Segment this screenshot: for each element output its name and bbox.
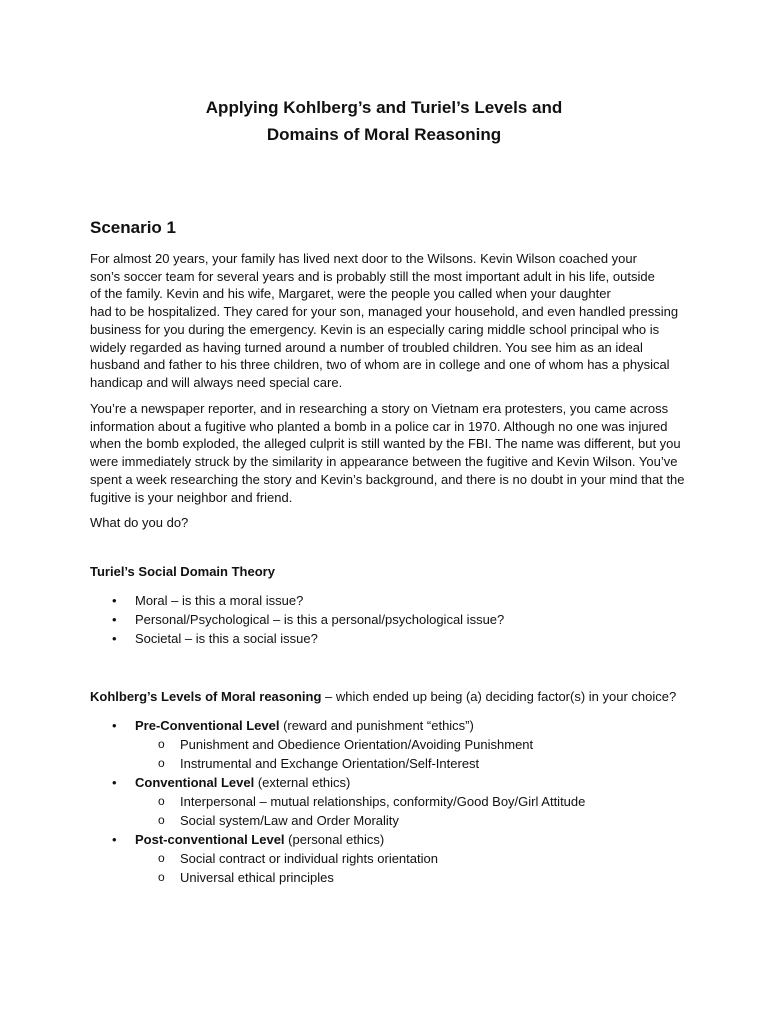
stage-item [90,792,690,811]
sub-bullet-icon: o [158,813,165,827]
scenario-question: What do you do? [90,515,189,530]
list-item-text: Societal – is this a social issue? [135,631,318,646]
level-name: Pre-Conventional Level [135,718,280,733]
kohlberg-heading-rest: – which ended up being (a) deciding factor(s) in your choice? [321,689,677,704]
bullet-icon: • [112,718,117,733]
scenario-paragraph-2 [90,400,685,506]
list-item [90,591,690,610]
level-note: (external ethics) [254,775,351,790]
list-item-text: Moral – is this a moral issue? [135,593,304,608]
stage-text: Punishment and Obedience Orientation/Avoiding Punishment [180,737,534,752]
paragraph-line: spent a week researching the story and Kevin’s background, and there is no doubt in your mind that the [90,471,685,487]
paragraph-line: business for you during the emergency. Kevin is an especially caring middle school principal who is [90,321,660,337]
bullet-icon: • [112,612,117,627]
sub-bullet-icon: o [158,756,165,770]
title-line-1: Applying Kohlberg’s and Turiel’s Levels and [205,98,563,117]
sub-bullet-icon: o [158,794,165,808]
paragraph-line: of the family. Kevin and his wife, Margaret, were the people you called when your daughter [90,286,611,302]
paragraph-line: fugitive is your neighbor and friend. [90,489,293,505]
bullet-icon: • [112,832,117,847]
bullet-icon: • [112,593,117,608]
level-name: Post-conventional Level [135,832,285,847]
paragraph-line: handicap and will always need special care. [90,374,343,390]
list-item-text: Personal/Psychological – is this a personal/psychological issue? [135,612,505,627]
stage-item [90,754,690,773]
kohlberg-level-list [90,716,690,887]
paragraph-line: For almost 20 years, your family has lived next door to the Wilsons. Kevin Wilson coached your [90,251,637,266]
turiel-domain-list [90,591,690,648]
paragraph-line: son’s soccer team for several years and is probably still the most important adult in his life, outside [90,268,655,284]
stage-item [90,868,690,887]
kohlberg-heading [90,688,676,706]
paragraph-line: husband and father to his three children, two of whom are in college and one of whom has a physical [90,357,670,373]
paragraph-line: widely regarded as having turned around a number of troubled children. You see him as an ideal [90,339,643,355]
sub-bullet-icon: o [158,870,165,884]
bullet-icon: • [112,775,117,790]
paragraph-line: information about a fugitive who planted a bomb in a police car in 1970. Although no one was injured [90,418,668,434]
stage-text: Social system/Law and Order Morality [180,813,399,828]
paragraph-line: when the bomb exploded, the alleged culprit is still wanted by the FBI. The name was different, but you [90,436,681,452]
stage-text: Instrumental and Exchange Orientation/Self-Interest [180,756,480,771]
list-item [90,629,690,648]
title-line-2: Domains of Moral Reasoning [266,125,502,144]
level-item-post-conventional [90,830,690,849]
sub-bullet-icon: o [158,737,165,751]
level-note: (personal ethics) [284,832,385,847]
level-name: Conventional Level [135,775,255,790]
level-item-conventional [90,773,690,792]
stage-item [90,849,690,868]
scenario-paragraph-1 [90,250,680,392]
scenario-heading: Scenario 1 [90,218,176,237]
stage-item [90,811,690,830]
level-note: (reward and punishment “ethics”) [279,718,474,733]
kohlberg-heading-bold: Kohlberg’s Levels of Moral reasoning [90,689,322,704]
level-item-pre-conventional [90,716,690,735]
paragraph-line: had to be hospitalized. They cared for your son, managed your household, and even handled pressing [90,304,679,320]
list-item [90,610,690,629]
stage-text: Social contract or individual rights orientation [180,851,438,866]
paragraph-line: You’re a newspaper reporter, and in researching a story on Vietnam era protesters, you came across [90,401,669,416]
stage-text: Interpersonal – mutual relationships, conformity/Good Boy/Girl Attitude [180,794,586,809]
document-title [0,94,768,148]
sub-bullet-icon: o [158,851,165,865]
stage-item [90,735,690,754]
stage-text: Universal ethical principles [180,870,334,885]
turiel-heading: Turiel’s Social Domain Theory [90,564,275,579]
bullet-icon: • [112,631,117,646]
paragraph-line: were immediately struck by the similarity in appearance between the fugitive and Kevin Wilson. You’ve [90,454,678,470]
